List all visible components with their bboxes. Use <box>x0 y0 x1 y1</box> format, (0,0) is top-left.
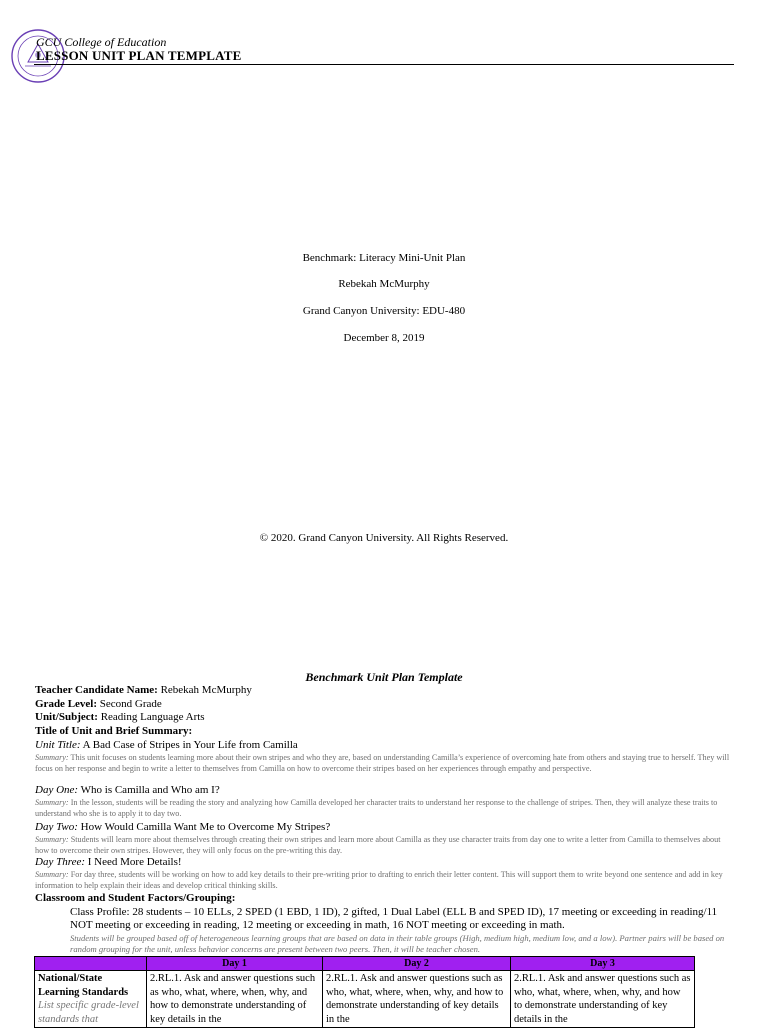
header-divider <box>34 64 734 65</box>
cover-date: December 8, 2019 <box>343 332 425 344</box>
cover-author: Rebekah McMurphy <box>338 278 430 290</box>
standards-day2-cell: 2.RL.1. Ask and answer questions such as who, what, where, when, why, and how to demonstrate understanding of key details in the <box>323 971 511 1028</box>
day1-title: Who is Camilla and Who am I? <box>78 784 220 796</box>
day1-summary-text: In the lesson, students will be reading the story and analyzing how Camilla developed her character traits to understand her response to the challenge of stripes. Then, they will analyze these traits to understand who she is to apply it to day two. <box>35 798 718 818</box>
grouping-note: Students will be grouped based off of heterogeneous learning groups that are based on data in their table groups (High, medium high, medium low, and a low). Partner pairs will be based on random grouping for the unit, unless behavior concerns are present between two peers. Then, it will be teacher chosen. <box>70 933 725 954</box>
grade-value: Second Grade <box>97 698 162 710</box>
table-row <box>35 971 695 1028</box>
day2-title: How Would Camilla Want Me to Overcome My Stripes? <box>77 821 331 833</box>
day1-label: Day One: <box>35 784 79 796</box>
subject-value: Reading Language Arts <box>97 711 205 723</box>
standards-day3-cell: 2.RL.1. Ask and answer questions such as who, what, where, when, why, and how to demonstrate understanding of key details in the <box>511 971 695 1028</box>
unit-summary-label: Summary: <box>35 753 69 762</box>
day3-label: Day Three: <box>35 856 85 868</box>
unit-title-line <box>35 739 298 751</box>
day2-summary-label: Summary: <box>35 835 69 844</box>
subject-line <box>35 711 205 723</box>
day2-summary <box>35 834 730 856</box>
standards-row-head <box>35 971 147 1028</box>
grade-line <box>35 698 162 710</box>
day1-summary <box>35 797 730 819</box>
unit-title-label: Unit Title: <box>35 739 81 751</box>
day2-summary-text: Students will learn more about themselves through creating their own stripes and learn more about Camilla as they use character traits from day one to write a letter from Camilla to themselves about how to overcome their own stripes. However, they will only focus on the pre-writing this day. <box>35 835 721 855</box>
teacher-label: Teacher Candidate Name: <box>35 684 158 696</box>
day1-line <box>35 784 220 796</box>
day2-label: Day Two: <box>35 821 78 833</box>
table-header-day1: Day 1 <box>147 957 323 971</box>
table-header-row <box>35 957 695 971</box>
unit-title-value: A Bad Case of Stripes in Your Life from Camilla <box>80 739 298 751</box>
day3-summary <box>35 869 730 891</box>
grade-label: Grade Level: <box>35 698 98 710</box>
day3-title: I Need More Details! <box>85 856 182 868</box>
standards-day1-cell: 2.RL.1. Ask and answer questions such as who, what, where, when, why, and how to demonstrate understanding of key details in the <box>147 971 323 1028</box>
table-header-day3: Day 3 <box>511 957 695 971</box>
day2-line <box>35 821 330 833</box>
standards-table <box>34 956 695 1028</box>
unit-summary-text: This unit focuses on students learning more about their own stripes and who they are, based on understanding Camilla’s experience of overcoming hate from others and staying true to herself. They will focus on her response and begin to write a letter to themselves from Camilla on how to overcome their stripes based on her experiences through empathy and perspective. <box>35 753 730 773</box>
subject-label: Unit/Subject: <box>35 711 98 723</box>
day3-summary-label: Summary: <box>35 870 69 879</box>
title-summary-heading: Title of Unit and Brief Summary: <box>35 725 193 737</box>
table-header-day2: Day 2 <box>323 957 511 971</box>
standards-label: National/State Learning Standards <box>38 973 129 998</box>
cover-copyright: © 2020. Grand Canyon University. All Rights Reserved. <box>259 532 509 544</box>
unit-summary <box>35 752 730 774</box>
day3-line <box>35 856 182 868</box>
day3-summary-text: For day three, students will be working on how to add key details to their pre-writing prior to drafting to enrich their letter content. This will support them to write beyond one sentence and add in key information to help explain their ideas and develop critical thinking skills. <box>35 870 723 890</box>
teacher-line <box>35 684 252 696</box>
cover-benchmark: Benchmark: Literacy Mini-Unit Plan <box>302 252 466 264</box>
template-title: Benchmark Unit Plan Template <box>305 670 463 684</box>
factors-heading: Classroom and Student Factors/Grouping: <box>35 892 236 904</box>
teacher-value: Rebekah McMurphy <box>157 684 252 696</box>
class-profile: Class Profile: 28 students – 10 ELLs, 2 SPED (1 EBD, 1 ID), 2 gifted, 1 Dual Label (ELL B and SPED ID), 17 meeting or exceeding in reading/11 NOT meeting or exceeding in reading, 12 meeting or exceeding in math, 16 NOT meeting or exceeding in math. <box>70 906 718 931</box>
college-name: GCU College of Education <box>36 35 167 49</box>
standards-note: List specific grade-level standards that <box>38 1000 139 1025</box>
day1-summary-label: Summary: <box>35 798 69 807</box>
cover-course: Grand Canyon University: EDU-480 <box>302 305 466 317</box>
table-header-blank <box>35 957 147 971</box>
document-title: LESSON UNIT PLAN TEMPLATE <box>36 48 242 63</box>
